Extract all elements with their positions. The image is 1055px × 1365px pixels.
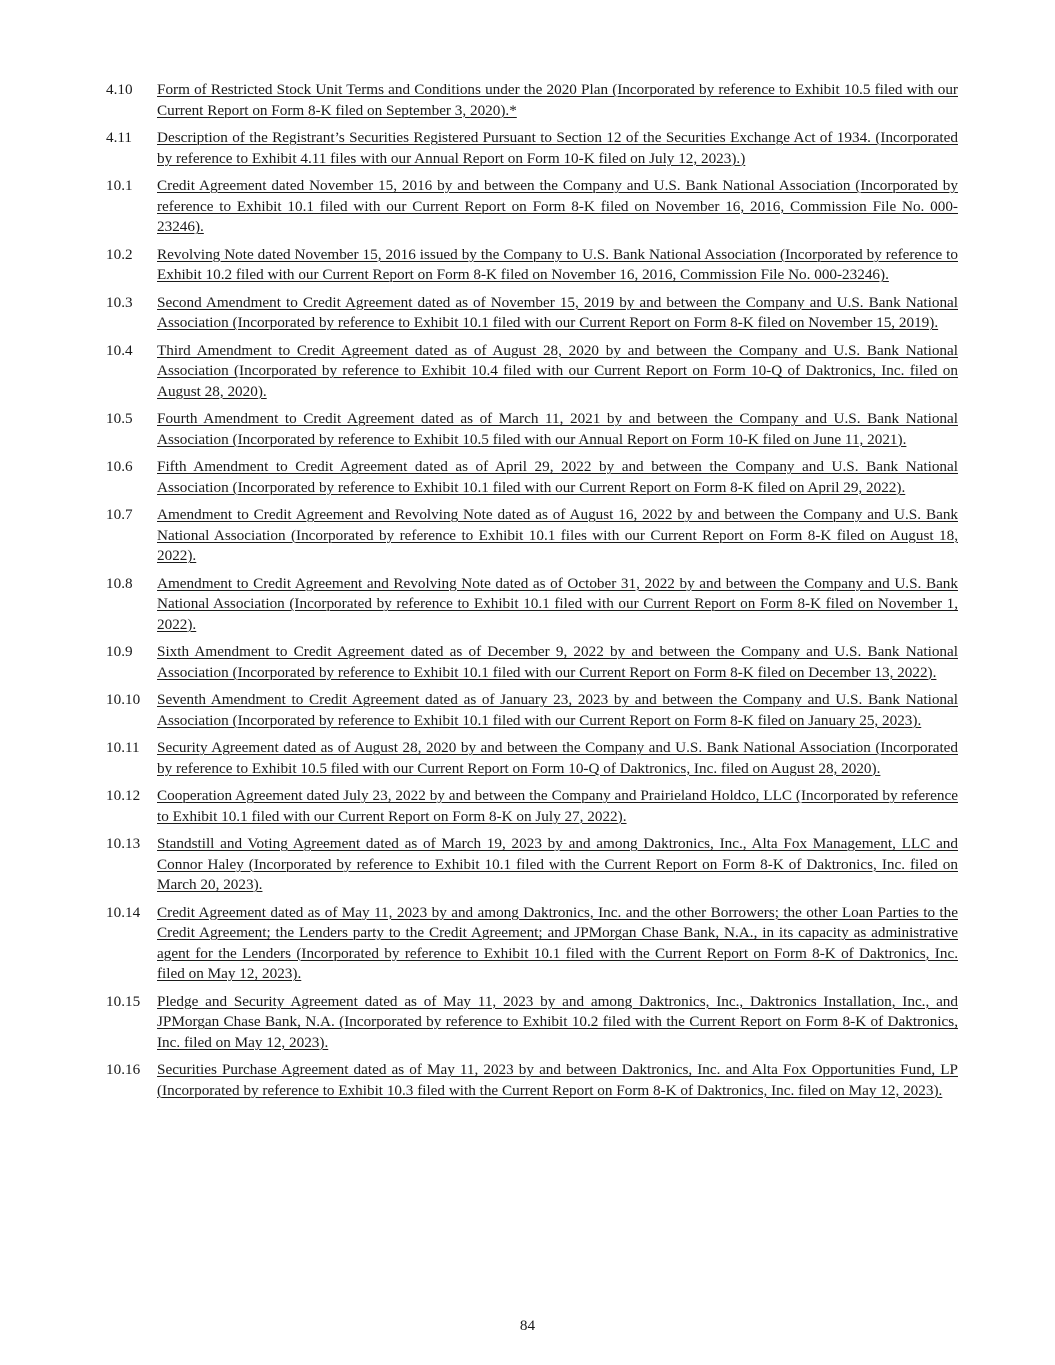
exhibit-number: 4.10 bbox=[106, 81, 133, 98]
exhibit-number: 10.1 bbox=[106, 177, 133, 194]
exhibit-row bbox=[106, 690, 958, 731]
exhibit-link[interactable]: Standstill and Voting Agreement dated as of March 19, 2023 by and among Daktronics, Inc., Alta Fox Management, LLC and Connor Haley (Incorporated by reference to Exhibit 10.1 filed with the Current Report on Form 8-K of Daktronics, Inc. filed on March 20, 2023). bbox=[157, 835, 958, 893]
exhibit-number: 10.3 bbox=[106, 293, 133, 311]
exhibit-link[interactable]: Credit Agreement dated November 15, 2016 by and between the Company and U.S. Bank National Association (Incorporated by reference to Exhibit 10.1 filed with our Current Report on Form 8-K filed on November 16, 2016, Commission File No. 000-23246). bbox=[157, 177, 958, 235]
exhibit-row bbox=[106, 409, 958, 450]
exhibit-link[interactable]: Amendment to Credit Agreement and Revolving Note dated as of October 31, 2022 by and between the Company and U.S. Bank National Association (Incorporated by reference to Exhibit 10.1 filed with our Current Report on Form 8-K filed on November 1, 2022). bbox=[157, 574, 958, 633]
exhibit-link[interactable]: Amendment to Credit Agreement and Revolving Note dated as of August 16, 2022 by and between the Company and U.S. Bank National Association (Incorporated by reference to Exhibit 10.1 files with our Current Report on Form 8-K filed on August 18, 2022). bbox=[157, 506, 958, 564]
exhibit-number: 10.13 bbox=[106, 835, 141, 852]
exhibit-link[interactable]: Seventh Amendment to Credit Agreement dated as of January 23, 2023 by and between the Company and U.S. Bank National Association (Incorporated by reference to Exhibit 10.1 filed with our Current Report on Form 8-K filed on January 25, 2023). bbox=[157, 691, 958, 729]
exhibit-row bbox=[106, 245, 958, 286]
exhibit-row bbox=[106, 903, 958, 985]
exhibit-link[interactable]: Credit Agreement dated as of May 11, 2023 by and among Daktronics, Inc. and the other Borrowers; the other Loan Parties to the Credit Agreement; the Lenders party to the Credit Agreement; and JPMorgan Chase Bank, N.A., in its capacity as administrative agent for the Lenders (Incorporated by reference to Exhibit 10.1 filed with the Current Report on Form 8-K of Daktronics, Inc. filed on May 12, 2023). bbox=[157, 903, 958, 982]
exhibit-link[interactable]: Form of Restricted Stock Unit Terms and Conditions under the 2020 Plan (Incorporated by reference to Exhibit 10.5 filed with our Current Report on Form 8-K filed on September 3, 2020).* bbox=[157, 81, 958, 119]
exhibit-row bbox=[106, 176, 958, 238]
exhibit-row bbox=[106, 642, 958, 683]
exhibit-number: 10.4 bbox=[106, 341, 133, 359]
exhibit-number: 10.16 bbox=[106, 1061, 141, 1078]
exhibit-link[interactable]: Description of the Registrant’s Securities Registered Pursuant to Section 12 of the Securities Exchange Act of 1934. (Incorporated by reference to Exhibit 4.11 files with our Annual Report on Form 10-K filed on July 12, 2023).) bbox=[157, 129, 958, 167]
exhibit-row bbox=[106, 834, 958, 896]
page-number: 84 bbox=[519, 1317, 536, 1334]
exhibit-link[interactable]: Cooperation Agreement dated July 23, 2022 by and between the Company and Prairieland Holdco, LLC (Incorporated by reference to Exhibit 10.1 filed with our Current Report on Form 8-K on July 27, 2022). bbox=[157, 787, 958, 825]
exhibit-number: 10.14 bbox=[106, 903, 141, 921]
exhibit-row bbox=[106, 293, 958, 334]
exhibit-link[interactable]: Third Amendment to Credit Agreement dated as of August 28, 2020 by and between the Company and U.S. Bank National Association (Incorporated by reference to Exhibit 10.4 filed with our Current Report on Form 10-Q of Daktronics, Inc. filed on August 28, 2020). bbox=[157, 341, 958, 400]
exhibit-number: 10.9 bbox=[106, 643, 133, 660]
exhibit-link[interactable]: Pledge and Security Agreement dated as of May 11, 2023 by and among Daktronics, Inc., Daktronics Installation, Inc., and JPMorgan Chase Bank, N.A. (Incorporated by reference to Exhibit 10.2 filed with the Current Report on Form 8-K of Daktronics, Inc. filed on May 12, 2023). bbox=[157, 992, 958, 1051]
exhibit-row bbox=[106, 341, 958, 403]
exhibit-number: 10.15 bbox=[106, 992, 141, 1010]
exhibit-row bbox=[106, 505, 958, 567]
exhibit-number: 10.5 bbox=[106, 410, 133, 427]
exhibit-row bbox=[106, 738, 958, 779]
exhibit-link[interactable]: Sixth Amendment to Credit Agreement dated as of December 9, 2022 by and between the Company and U.S. Bank National Association (Incorporated by reference to Exhibit 10.1 filed with our Current Report on Form 8-K filed on December 13, 2022). bbox=[157, 643, 958, 681]
exhibit-number: 10.8 bbox=[106, 574, 133, 592]
exhibit-link[interactable]: Security Agreement dated as of August 28, 2020 by and between the Company and U.S. Bank National Association (Incorporated by reference to Exhibit 10.5 filed with our Current Report on Form 10-Q of Daktronics, Inc. filed on August 28, 2020). bbox=[157, 739, 958, 777]
exhibit-list bbox=[106, 80, 958, 1108]
exhibit-number: 10.10 bbox=[106, 691, 141, 708]
exhibit-number: 10.7 bbox=[106, 506, 133, 523]
exhibit-link[interactable]: Second Amendment to Credit Agreement dated as of November 15, 2019 by and between the Company and U.S. Bank National Association (Incorporated by reference to Exhibit 10.1 filed with our Current Report on Form 8-K filed on November 15, 2019). bbox=[157, 293, 958, 331]
exhibit-link[interactable]: Fourth Amendment to Credit Agreement dated as of March 11, 2021 by and between the Company and U.S. Bank National Association (Incorporated by reference to Exhibit 10.5 filed with our Annual Report on Form 10-K filed on June 11, 2021). bbox=[157, 410, 958, 448]
exhibit-row bbox=[106, 786, 958, 827]
exhibit-link[interactable]: Revolving Note dated November 15, 2016 issued by the Company to U.S. Bank National Association (Incorporated by reference to Exhibit 10.2 filed with our Current Report on Form 8-K filed on November 16, 2016, Commission File No. 000-23246). bbox=[157, 245, 958, 283]
exhibit-row bbox=[106, 457, 958, 498]
exhibit-row bbox=[106, 1060, 958, 1101]
exhibit-row bbox=[106, 128, 958, 169]
exhibit-row bbox=[106, 992, 958, 1054]
exhibit-number: 10.11 bbox=[106, 739, 140, 756]
exhibit-number: 10.2 bbox=[106, 245, 133, 263]
exhibit-number: 10.12 bbox=[106, 787, 141, 804]
exhibit-row bbox=[106, 574, 958, 636]
exhibit-link[interactable]: Fifth Amendment to Credit Agreement dated as of April 29, 2022 by and between the Company and U.S. Bank National Association (Incorporated by reference to Exhibit 10.1 filed with our Current Report on Form 8-K filed on April 29, 2022). bbox=[157, 458, 958, 496]
exhibit-link[interactable]: Securities Purchase Agreement dated as of May 11, 2023 by and between Daktronics, Inc. and Alta Fox Opportunities Fund, LP (Incorporated by reference to Exhibit 10.3 filed with the Current Report on Form 8-K of Daktronics, Inc. filed on May 12, 2023). bbox=[157, 1061, 958, 1099]
exhibit-number: 10.6 bbox=[106, 458, 133, 475]
exhibit-row bbox=[106, 80, 958, 121]
exhibit-number: 4.11 bbox=[106, 129, 133, 146]
